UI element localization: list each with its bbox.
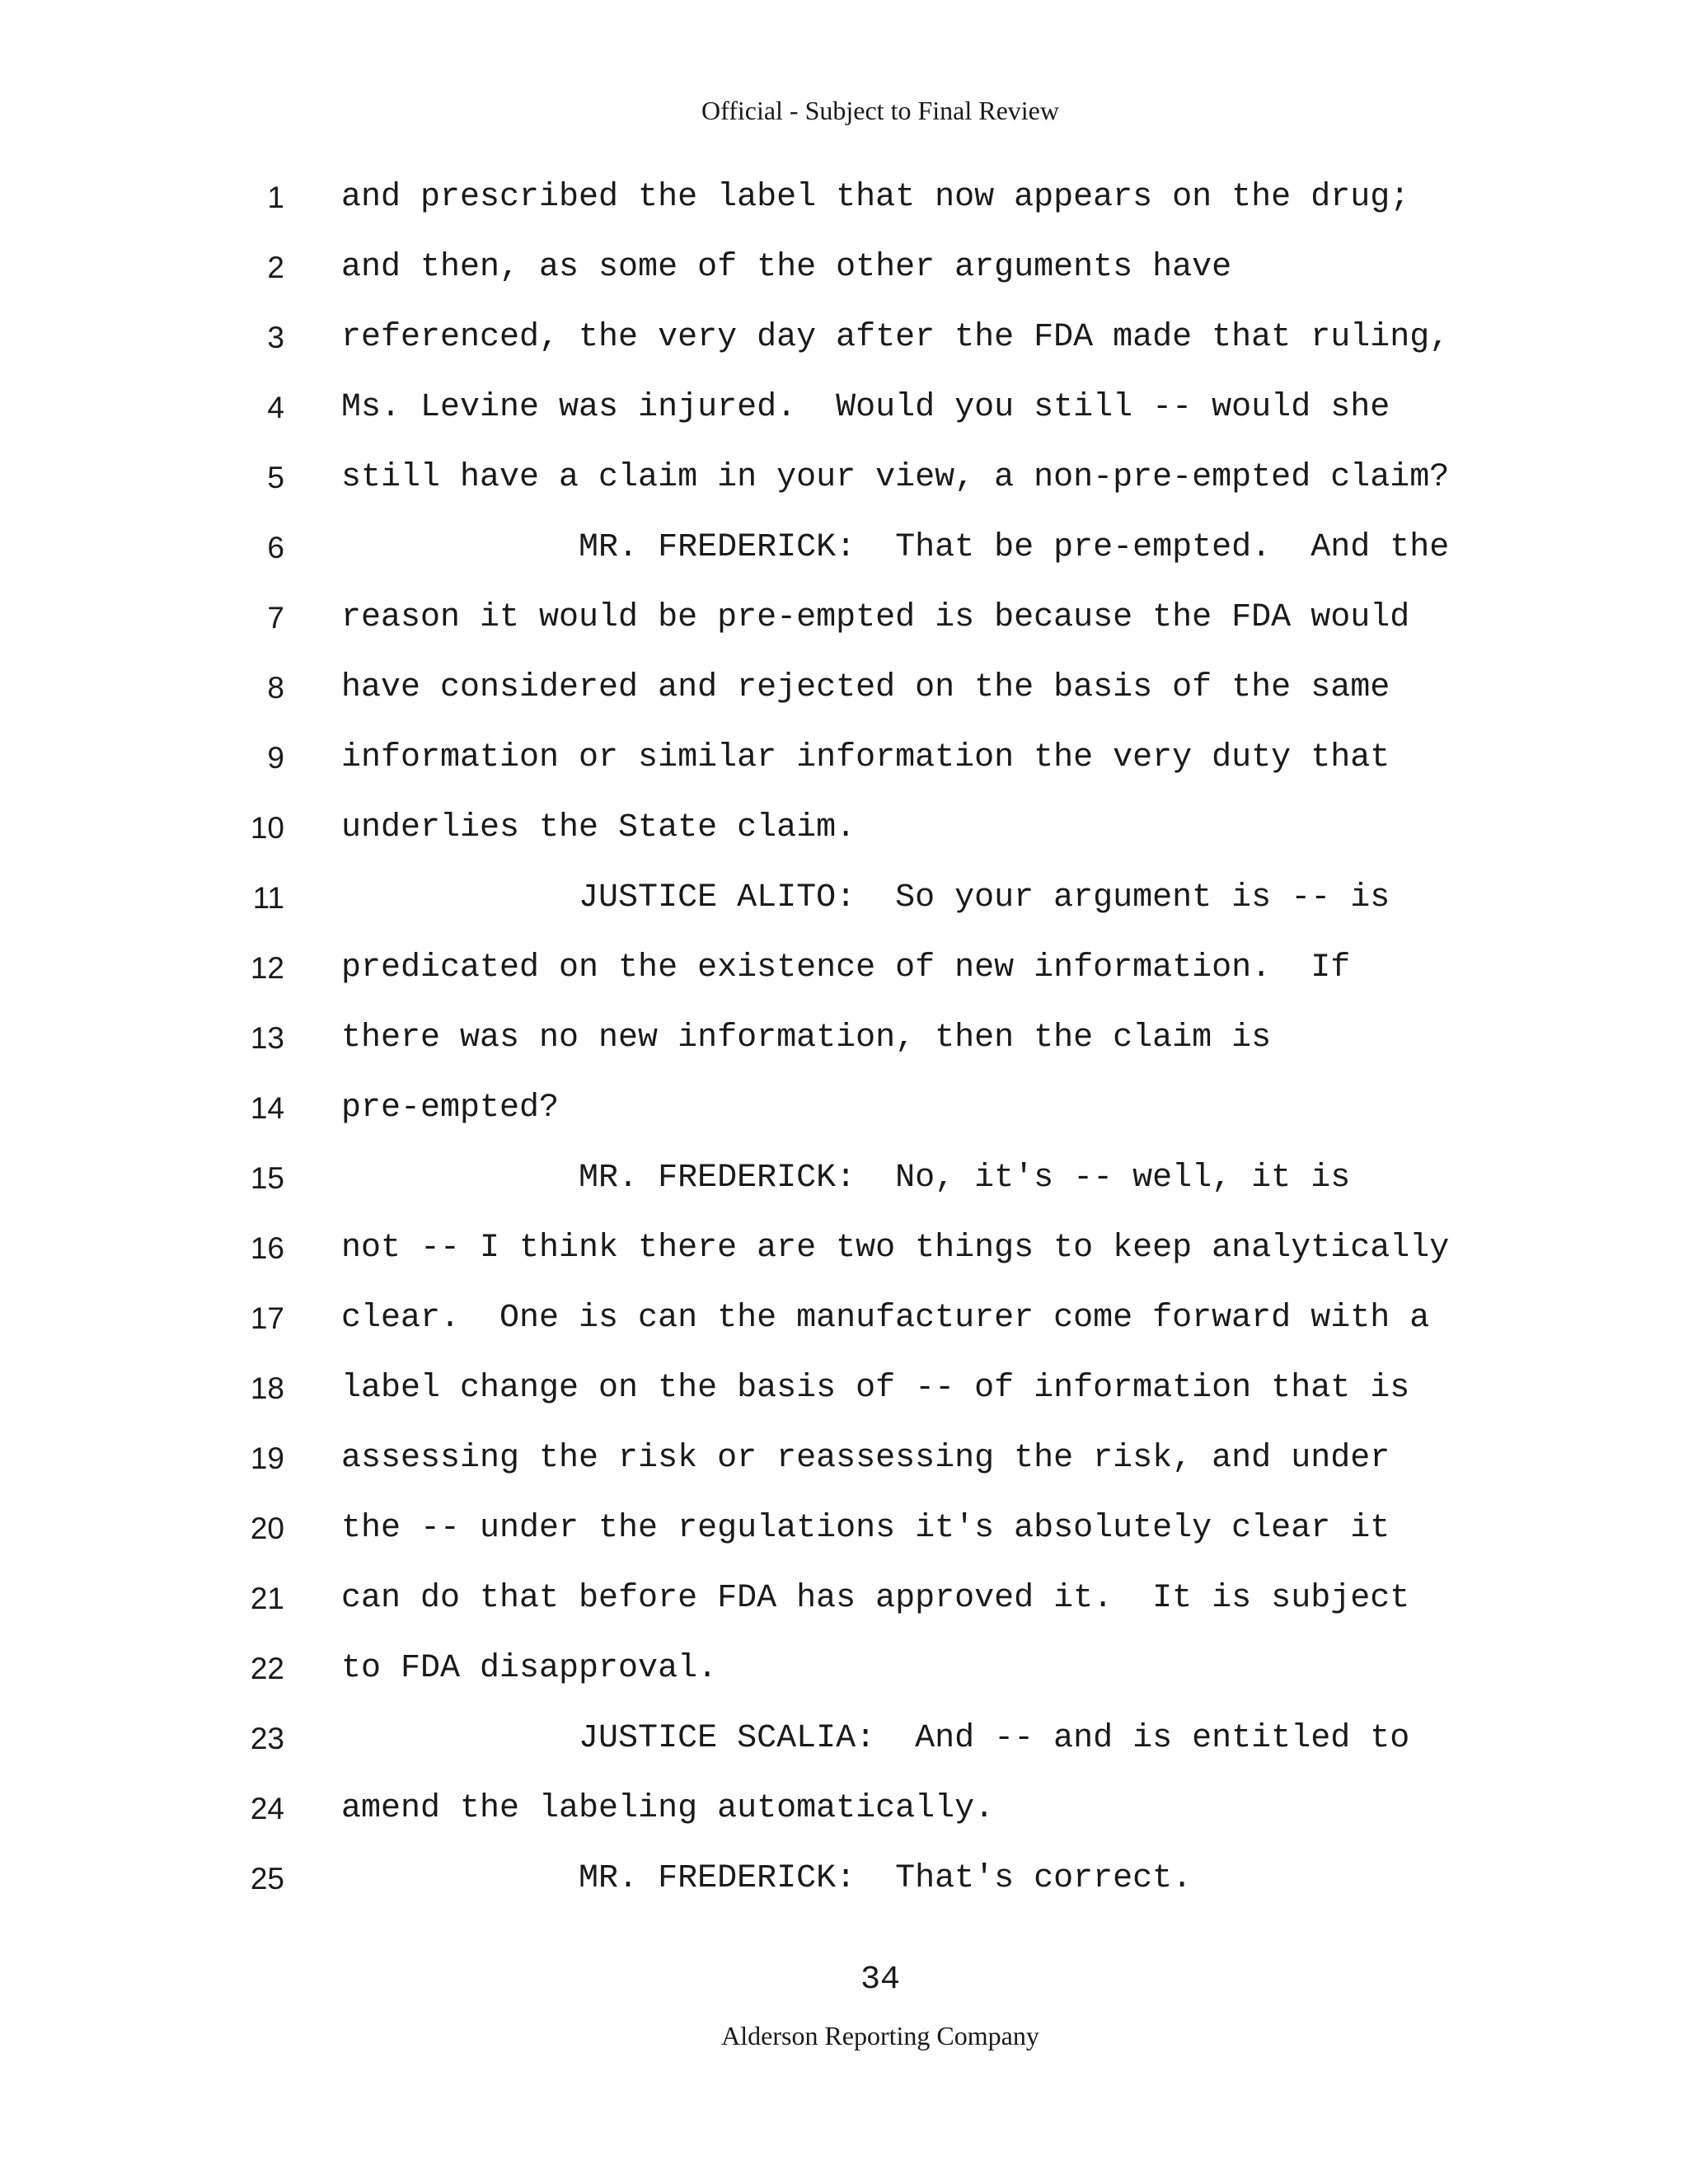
line-text: reason it would be pre-empted is because the FDA would	[341, 599, 1410, 636]
line-text: MR. FREDERICK: No, it's -- well, it is	[341, 1160, 1351, 1197]
line-number: 12	[250, 951, 284, 985]
transcript-line-22	[0, 1644, 1688, 1714]
line-text: and then, as some of the other arguments have	[341, 249, 1232, 286]
page-header: Official - Subject to Final Review	[701, 96, 1059, 125]
transcript-line-23	[0, 1714, 1688, 1784]
line-text: still have a claim in your view, a non-pre-empted claim?	[341, 459, 1450, 496]
line-text: and prescribed the label that now appears on the drug;	[341, 179, 1410, 216]
line-number: 23	[250, 1722, 284, 1755]
line-text: have considered and rejected on the basis of the same	[341, 669, 1390, 706]
transcript-line-19	[0, 1434, 1688, 1504]
line-text: can do that before FDA has approved it. It is subject	[341, 1580, 1410, 1617]
line-text: referenced, the very day after the FDA made that ruling,	[341, 319, 1450, 356]
line-number: 11	[252, 881, 284, 915]
line-text: MR. FREDERICK: That's correct.	[341, 1860, 1193, 1897]
transcript-line-9	[0, 733, 1688, 804]
line-number: 25	[250, 1862, 284, 1896]
line-number: 17	[250, 1301, 284, 1335]
line-number: 9	[267, 741, 284, 775]
line-number: 7	[267, 601, 284, 635]
line-text: JUSTICE ALITO: So your argument is -- is	[341, 879, 1390, 916]
page-footer: Alderson Reporting Company	[721, 2021, 1039, 2050]
line-number: 10	[250, 811, 284, 845]
transcript-line-14	[0, 1084, 1688, 1154]
line-number: 3	[267, 321, 284, 354]
line-text: the -- under the regulations it's absolutely clear it	[341, 1510, 1390, 1547]
line-number: 2	[267, 251, 284, 284]
transcript-line-3	[0, 313, 1688, 383]
line-number: 15	[250, 1161, 284, 1195]
line-number: 18	[250, 1371, 284, 1405]
line-number: 20	[250, 1511, 284, 1545]
line-number: 4	[267, 391, 284, 424]
line-text: pre-empted?	[341, 1090, 560, 1127]
line-number: 16	[250, 1231, 284, 1265]
transcript-line-18	[0, 1364, 1688, 1434]
transcript-line-5	[0, 453, 1688, 523]
transcript-line-4	[0, 383, 1688, 453]
line-number: 22	[250, 1652, 284, 1685]
transcript-line-20	[0, 1504, 1688, 1574]
line-text: assessing the risk or reassessing the risk, and under	[341, 1440, 1390, 1477]
line-text: amend the labeling automatically.	[341, 1790, 995, 1827]
line-number: 5	[267, 461, 284, 494]
line-text: Ms. Levine was injured. Would you still -- would she	[341, 389, 1390, 426]
line-text: not -- I think there are two things to keep analytically	[341, 1230, 1450, 1267]
transcript-body	[0, 173, 1688, 1924]
line-number: 24	[250, 1792, 284, 1825]
transcript-line-7	[0, 593, 1688, 663]
transcript-line-1	[0, 173, 1688, 243]
transcript-line-21	[0, 1574, 1688, 1644]
line-text: to FDA disapproval.	[341, 1650, 718, 1687]
line-number: 21	[250, 1582, 284, 1615]
transcript-line-2	[0, 243, 1688, 313]
line-text: JUSTICE SCALIA: And -- and is entitled to	[341, 1720, 1410, 1757]
transcript-line-16	[0, 1224, 1688, 1294]
line-text: MR. FREDERICK: That be pre-empted. And the	[341, 529, 1450, 566]
transcript-line-12	[0, 944, 1688, 1014]
line-number: 14	[250, 1091, 284, 1125]
line-text: information or similar information the very duty that	[341, 739, 1390, 776]
line-number: 13	[250, 1021, 284, 1055]
line-number: 19	[250, 1441, 284, 1475]
line-text: clear. One is can the manufacturer come forward with a	[341, 1300, 1430, 1337]
transcript-line-17	[0, 1294, 1688, 1364]
transcript-line-6	[0, 523, 1688, 593]
transcript-line-8	[0, 663, 1688, 733]
page-number: 34	[860, 1961, 900, 1999]
transcript-line-10	[0, 804, 1688, 874]
line-text: label change on the basis of -- of information that is	[341, 1370, 1410, 1407]
line-text: underlies the State claim.	[341, 809, 856, 846]
transcript-line-15	[0, 1154, 1688, 1224]
transcript-line-25	[0, 1854, 1688, 1924]
transcript-line-24	[0, 1784, 1688, 1854]
line-text: predicated on the existence of new information. If	[341, 949, 1351, 987]
line-number: 1	[267, 180, 284, 214]
transcript-line-11	[0, 874, 1688, 944]
line-text: there was no new information, then the claim is	[341, 1019, 1272, 1057]
line-number: 6	[267, 531, 284, 565]
line-number: 8	[267, 671, 284, 705]
transcript-line-13	[0, 1014, 1688, 1084]
